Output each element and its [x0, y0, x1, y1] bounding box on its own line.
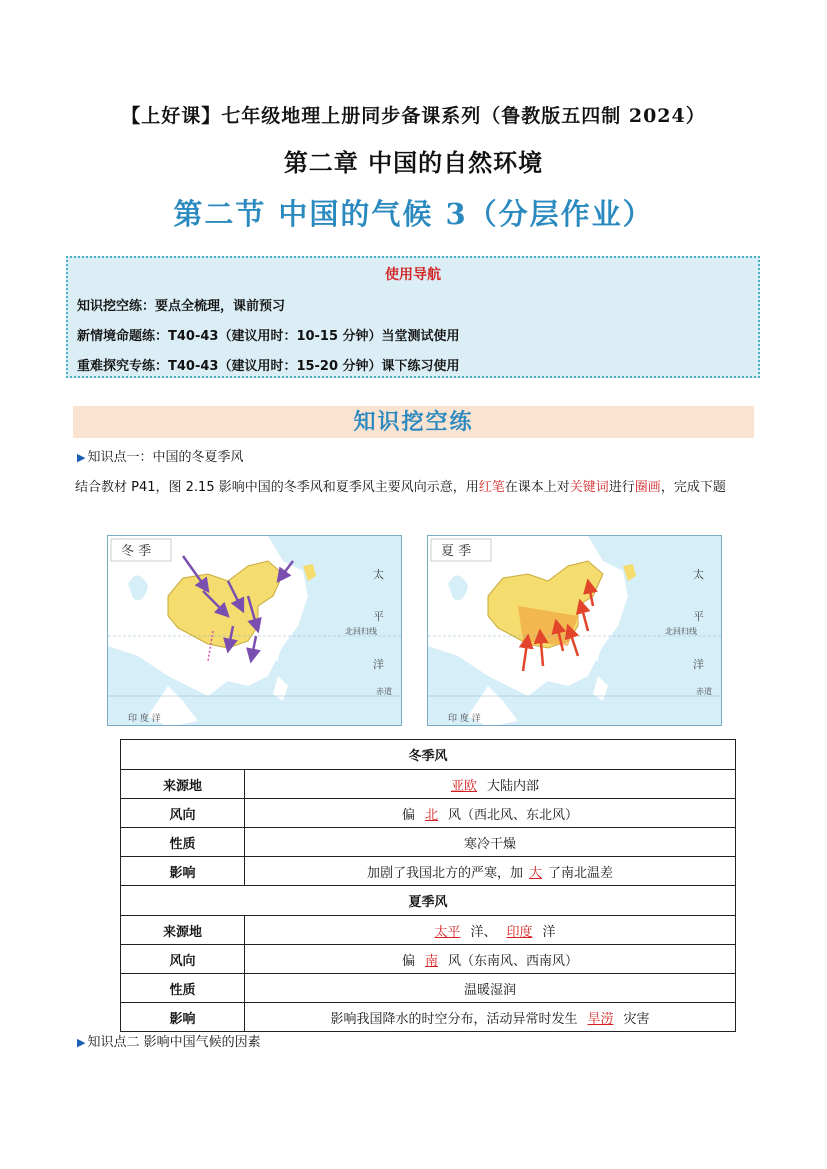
- ocean-label: 太: [693, 568, 704, 581]
- knowledge-point-1: [77, 446, 243, 465]
- usage-guide-box: [66, 256, 760, 378]
- map-season-label: 夏 季: [441, 544, 472, 559]
- guide-title: 使用导航: [385, 267, 441, 283]
- ocean-label: 平: [693, 610, 704, 623]
- summer-monsoon-map: [427, 535, 722, 726]
- ocean-label: 平: [373, 610, 384, 623]
- cell-text: 风（东南风、西南风）: [448, 953, 579, 969]
- table-row: [121, 828, 736, 857]
- answer-blank: 大: [528, 865, 542, 881]
- cell-text: 影响我国降水的时空分布，活动异常时发生: [330, 1011, 578, 1027]
- row-label: 影响: [121, 1003, 245, 1032]
- table-row: [121, 1003, 736, 1032]
- indian-ocean-label: 印 度 洋: [128, 714, 161, 724]
- answer-blank: 太平: [434, 924, 461, 940]
- answer-blank: 亚欧: [450, 778, 477, 794]
- summer-nature-cell: 温暖湿润: [245, 974, 736, 1003]
- cell-text: 加剧了我国北方的严寒，加: [366, 865, 523, 881]
- row-label: 来源地: [121, 916, 245, 945]
- cell-text: 偏: [401, 807, 415, 823]
- band-title: 知识挖空练: [353, 409, 474, 435]
- table-row: [121, 886, 736, 916]
- table-row: [121, 770, 736, 799]
- section-title: 第二节 中国的气候 3（分层作业）: [173, 197, 654, 231]
- ocean-label: 洋: [373, 658, 384, 671]
- cell-text: 灾害: [623, 1011, 650, 1027]
- intro-text: 进行: [608, 480, 635, 495]
- tropic-label: 北回归线: [345, 627, 377, 636]
- kp2-text: 知识点二 影响中国气候的因素: [87, 1035, 261, 1050]
- answer-blank: 旱涝: [587, 1011, 614, 1027]
- winter-monsoon-map: [107, 535, 402, 726]
- equator-label: 赤道: [696, 687, 712, 696]
- winter-direction-cell: [245, 799, 736, 828]
- section-band: [73, 406, 754, 438]
- guide-line: 重难探究专练：T40-43（建议用时：15-20 分钟）课下练习使用: [77, 359, 460, 374]
- chapter-title: 第二章 中国的自然环境: [283, 148, 544, 177]
- intro-text: 在课本上对: [504, 480, 570, 495]
- triangle-bullet-icon: ▶: [77, 1036, 86, 1049]
- summer-direction-cell: [245, 945, 736, 974]
- intro-red-text: 关键词: [569, 480, 609, 495]
- triangle-bullet-icon: ▶: [77, 451, 86, 464]
- table-row: [121, 974, 736, 1003]
- row-label: 来源地: [121, 770, 245, 799]
- summer-effect-cell: [245, 1003, 736, 1032]
- row-label: 影响: [121, 857, 245, 886]
- table-row: [121, 799, 736, 828]
- guide-line: 新情境命题练：T40-43（建议用时：10-15 分钟）当堂测试使用: [77, 329, 460, 344]
- ocean-label: 太: [373, 568, 384, 581]
- winter-nature-cell: 寒冷干燥: [245, 828, 736, 857]
- answer-blank: 印度: [506, 924, 533, 940]
- intro-red-text: 红笔: [478, 480, 505, 495]
- intro-red-text: 圈画: [634, 480, 661, 495]
- ocean-label: 洋: [693, 658, 704, 671]
- table-row: [121, 945, 736, 974]
- summer-monsoon-header: 夏季风: [121, 886, 736, 916]
- cell-text: 了南北温差: [548, 865, 614, 881]
- intro-text: ，完成下题: [660, 480, 726, 495]
- intro-text: 结合教材 P41，图 2.15 影响中国的冬季风和夏季风主要风向示意，用: [75, 480, 479, 495]
- series-title: 【上好课】七年级地理上册同步备课系列（鲁教版五四制 2024）: [121, 105, 706, 127]
- winter-source-cell: [245, 770, 736, 799]
- table-row: [121, 916, 736, 945]
- kp1-text: 知识点一：中国的冬夏季风: [87, 450, 244, 465]
- cell-text: 风（西北风、东北风）: [448, 807, 579, 823]
- indian-ocean-label: 印 度 洋: [448, 714, 481, 724]
- answer-blank: 北: [424, 807, 438, 823]
- row-label: 性质: [121, 974, 245, 1003]
- map-season-label: 冬 季: [121, 544, 152, 559]
- row-label: 性质: [121, 828, 245, 857]
- cell-text: 大陆内部: [487, 778, 540, 794]
- tropic-label: 北回归线: [665, 627, 697, 636]
- guide-line: 知识挖空练：要点全梳理，课前预习: [77, 299, 286, 314]
- knowledge-point-2: [77, 1031, 261, 1050]
- table-row: [121, 857, 736, 886]
- cell-text: 偏: [401, 953, 415, 969]
- equator-label: 赤道: [376, 687, 392, 696]
- cell-text: 洋: [542, 924, 556, 940]
- answer-blank: 南: [424, 953, 438, 969]
- monsoon-table: [120, 739, 736, 1032]
- winter-monsoon-header: 冬季风: [121, 740, 736, 770]
- cell-text: 洋、: [470, 924, 497, 940]
- winter-effect-cell: [245, 857, 736, 886]
- row-label: 风向: [121, 945, 245, 974]
- table-row: [121, 740, 736, 770]
- intro-paragraph: [75, 474, 755, 501]
- summer-source-cell: [245, 916, 736, 945]
- row-label: 风向: [121, 799, 245, 828]
